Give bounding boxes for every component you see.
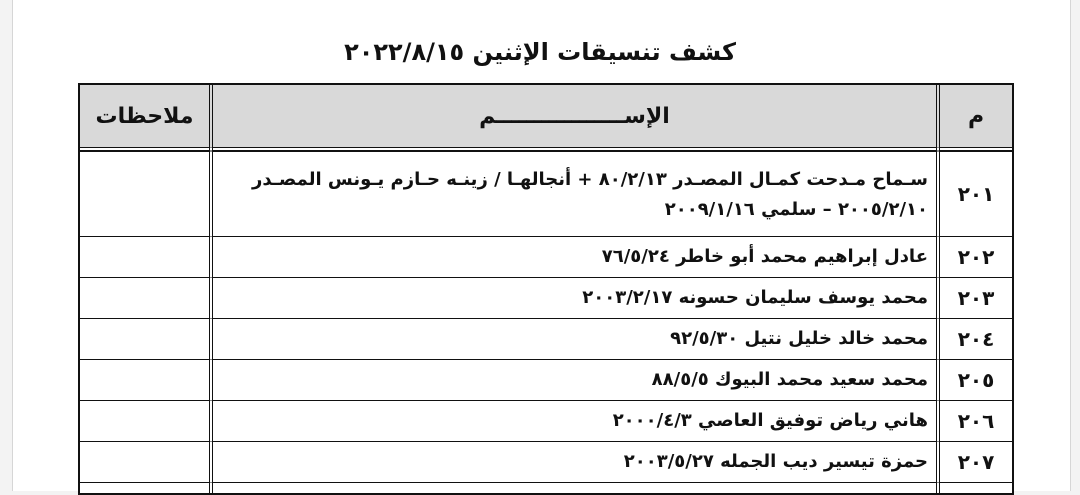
row-name: محمد يوسف سليمان حسونه ٢٠٠٣/٢/١٧ [213, 277, 940, 318]
table-row [80, 236, 1012, 277]
row-name: محمد سعيد محمد البيوك ٨٨/٥/٥ [213, 359, 940, 400]
row-notes [80, 441, 213, 482]
names-table [78, 83, 1014, 495]
row-number: ٢٠١ [940, 151, 1012, 236]
row-notes [80, 236, 213, 277]
row-notes [80, 359, 213, 400]
table-row [80, 318, 1012, 359]
row-name: عادل إبراهيم محمد أبو خاطر ٧٦/٥/٢٤ [213, 236, 940, 277]
row-name: هاني رياض توفيق العاصي ٢٠٠٠/٤/٣ [213, 400, 940, 441]
table-header [80, 85, 1012, 147]
row-notes [80, 277, 213, 318]
table-row [80, 359, 1012, 400]
row-name: سـماح مـدحت كمـال المصـدر ٨٠/٢/١٣ + أنجالهـا / زينـه حـازم يـونس المصـدر ٢٠٠٥/٢/١٠ – سلمي ٢٠٠٩/١/١٦ [213, 151, 940, 236]
row-name: حمزة تيسير ديب الجمله ٢٠٠٣/٥/٢٧ [213, 441, 940, 482]
row-name: محمد خالد خليل نتيل ٩٢/٥/٣٠ [213, 318, 940, 359]
table-row-partial [80, 482, 1012, 493]
row-notes [80, 318, 213, 359]
row-number: ٢٠٧ [940, 441, 1012, 482]
row-number: ٢٠٢ [940, 236, 1012, 277]
row-number: ٢٠٤ [940, 318, 1012, 359]
header-name: الإســـــــــــــــــم [213, 85, 940, 147]
row-notes [80, 400, 213, 441]
table-row [80, 441, 1012, 482]
row-number: ٢٠٥ [940, 359, 1012, 400]
table-row [80, 400, 1012, 441]
header-number: م [940, 85, 1012, 147]
table-row [80, 277, 1012, 318]
row-number: ٢٠٣ [940, 277, 1012, 318]
header-notes: ملاحظات [80, 85, 213, 147]
row-notes [80, 151, 213, 236]
table-row [80, 151, 1012, 236]
row-number: ٢٠٦ [940, 400, 1012, 441]
page-title: كشف تنسيقات الإثنين ٢٠٢٢/٨/١٥ [344, 38, 736, 66]
